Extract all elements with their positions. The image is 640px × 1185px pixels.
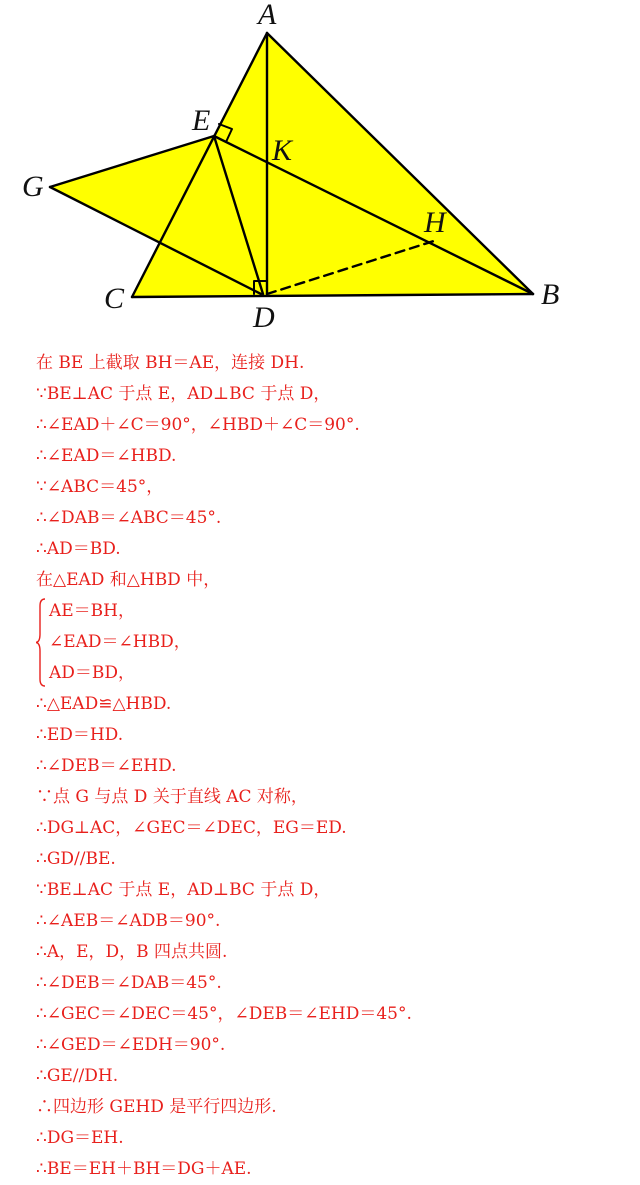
proof-line: ∵∠ABC＝45°，	[36, 477, 164, 497]
equation-system	[36, 596, 626, 689]
system-line: ∠EAD＝∠HBD，	[49, 632, 191, 652]
proof-line: ∴∠DEB＝∠DAB＝45°.	[36, 973, 222, 993]
proof-line: ∴ED＝HD.	[36, 725, 124, 745]
proof-line: ∵BE⊥AC 于点 E，AD⊥BC 于点 D，	[36, 880, 331, 900]
label-point-h: H	[424, 206, 446, 239]
system-line: AE＝BH，	[49, 601, 136, 621]
label-point-b: B	[541, 278, 560, 311]
proof-line: ∴DG＝EH.	[36, 1128, 124, 1148]
proof-line: ∴AD＝BD.	[36, 539, 121, 559]
proof-line: ∴△EAD≌△HBD.	[36, 694, 172, 714]
label-point-k: K	[272, 134, 293, 167]
proof-line: ∵点 G 与点 D 关于直线 AC 对称，	[36, 787, 308, 807]
system-line: AD＝BD，	[49, 663, 136, 683]
proof-line: ∴DG⊥AC，∠GEC＝∠DEC，EG＝ED.	[36, 818, 347, 838]
proof-text	[36, 348, 626, 1185]
proof-line: ∴∠GEC＝∠DEC＝45°，∠DEB＝∠EHD＝45°.	[36, 1004, 412, 1024]
proof-line: 在 BE 上截取 BH＝AE，连接 DH.	[36, 353, 305, 373]
proof-line: ∴BE＝EH＋BH＝DG＋AE.	[36, 1159, 252, 1179]
proof-line: ∴∠AEB＝∠ADB＝90°.	[36, 911, 221, 931]
proof-line: ∴∠EAD＝∠HBD.	[36, 446, 177, 466]
proof-line: ∴GD//BE.	[36, 849, 116, 869]
left-brace-icon	[36, 596, 46, 689]
proof-line: ∵BE⊥AC 于点 E，AD⊥BC 于点 D，	[36, 384, 331, 404]
geometry-figure	[0, 0, 640, 340]
proof-line: ∴∠EAD＋∠C＝90°，∠HBD＋∠C＝90°.	[36, 415, 360, 435]
proof-line: ∴四边形 GEHD 是平行四边形.	[36, 1097, 277, 1117]
label-point-e: E	[192, 104, 211, 137]
label-point-c: C	[104, 282, 125, 315]
label-point-g: G	[22, 170, 44, 203]
proof-line: ∴∠DEB＝∠EHD.	[36, 756, 177, 776]
label-point-d: D	[253, 301, 275, 334]
proof-line: 在△EAD 和△HBD 中，	[36, 570, 221, 590]
proof-line: ∴A，E，D，B 四点共圆.	[36, 942, 228, 962]
label-point-a: A	[258, 0, 277, 31]
proof-line: ∴∠GED＝∠EDH＝90°.	[36, 1035, 226, 1055]
proof-line: ∴∠DAB＝∠ABC＝45°.	[36, 508, 222, 528]
proof-line: ∴GE//DH.	[36, 1066, 119, 1086]
